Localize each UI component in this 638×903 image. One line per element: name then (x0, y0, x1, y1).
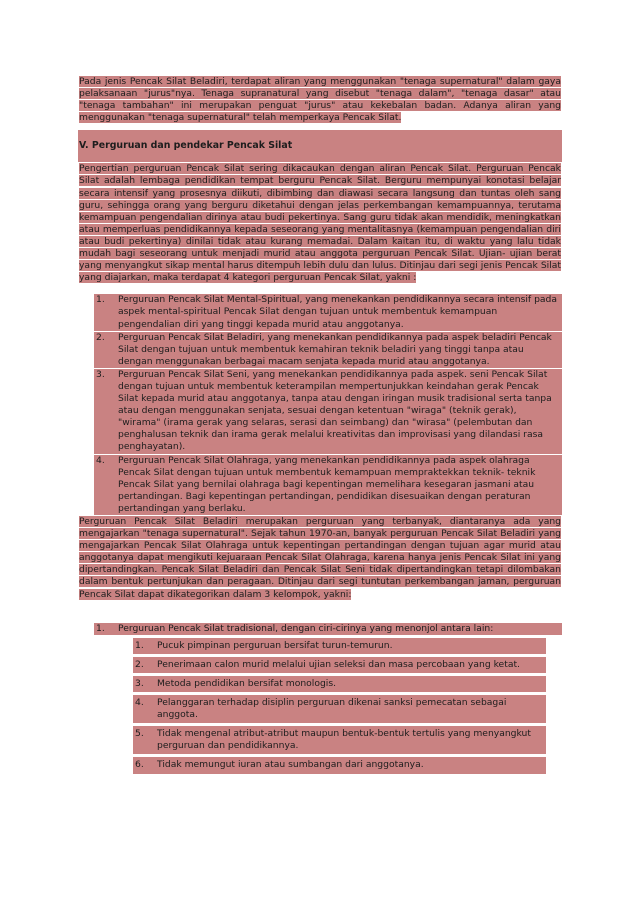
list-number: 4. (96, 454, 105, 466)
list-item (133, 726, 546, 754)
list-text: Penerimaan calon murid melalui ujian seleksi dan masa percobaan yang ketat. (157, 658, 520, 670)
section-heading: V. Perguruan dan pendekar Pencak Silat (79, 140, 293, 152)
list-text: Perguruan Pencak Silat Beladiri, yang menekankan pendidikannya pada aspek beladiri Pencak Silat dengan tujuan untuk membentuk kemahiran teknik beladiri yang tinggi tanpa atau dengan menggunakan berbagai macam senjata kepada murid atau anggotanya. (118, 331, 552, 367)
list-number: 3. (135, 677, 144, 689)
list-text: Tidak memungut iuran atau sumbangan dari anggotanya. (157, 759, 424, 771)
list-item (94, 369, 562, 454)
list-number: 1. (135, 639, 144, 651)
section-paragraph (78, 163, 562, 284)
list-number: 2. (96, 331, 105, 343)
document-page (78, 76, 562, 777)
list-text: Perguruan Pencak Silat Seni, yang menekankan pendidikannya pada aspek. seni Pencak Silat dengan tujuan untuk membentuk keterampilan mempertunjukkan keindahan gerak Pencak Silat kepada murid atau anggotanya, tanpa atau dengan iringan musik tradisional serta tanpa atau dengan menggunakan senjata, sesuai dengan ketentuan "wiraga" (teknik gerak), "wirama" (irama gerak yang selaras, serasi dan seimbang) dan "wirasa" (pelembutan dan penghalusan teknik dan irama gerak melalui kreativitas dan improvisasi yang dilandasi rasa penghayatan). (118, 368, 552, 453)
group-list (94, 623, 562, 635)
list-number: 5. (135, 728, 144, 740)
section-text: Pengertian perguruan Pencak Silat sering dikacaukan dengan aliran Pencak Silat. Perguruan Pencak Silat adalah lembaga pendidikan tempat berguru Pencak Silat. Berguru mempunyai konotasi belajar secara intensif yang prosesnya diikuti, dibimbing dan diawasi secara langsung dan tuntas oleh sang guru, sehingga orang yang berguru diketahui dengan jelas perkembangan kemampuannya, terutama kemampuan pengendalian dirinya atau budi pekertinya. Sang guru tidak akan mendidik, meningkatkan atau memperluas pendidikannya kepada seseorang yang mentalitasnya (kemampuan pengendalian diri atau budi pekertinya) dinilai tidak atau kurang memadai. Dalam kaitan itu, di waktu yang lalu tidak mudah bagi seseorang untuk menjadi murid atau anggota perguruan Pencak Silat. Ujian- ujian berat yang menyangkut sikap mental harus ditempuh lebih dulu dan lulus. Ditinjau dari segi jenis Pencak Silat yang diajarkan, maka terdapat 4 kategori perguruan Pencak Silat, yakni : (79, 163, 561, 284)
list-text: Perguruan Pencak Silat tradisional, dengan ciri-cirinya yang menonjol antara lain: (118, 622, 494, 634)
list-item (133, 638, 546, 654)
list-text: Tidak mengenal atribut-atribut maupun bentuk-bentuk tertulis yang menyangkut perguruan dan pendidikannya. (157, 728, 531, 752)
list-item (94, 623, 562, 635)
category-list (94, 294, 562, 515)
intro-text: Pada jenis Pencak Silat Beladiri, terdapat aliran yang menggunakan "tenaga supernatural" dalam gaya pelaksanaan "jurus"nya. Tenaga supranatural yang disebut "tenaga dalam", "tenaga dasar" atau "tenaga tambahan" ini merupakan penguat "jurus" atau kekebalan badan. Adanya aliran yang menggunakan "tenaga supernatural" telah memperkaya Pencak Silat. (79, 76, 561, 124)
list-number: 4. (135, 697, 144, 709)
list-item (133, 657, 546, 673)
list-text: Perguruan Pencak Silat Olahraga, yang menekankan pendidikannya pada aspek olahraga Pencak Silat dengan tujuan untuk membentuk kemampuan mempraktekkan teknik- teknik Pencak Silat yang bernilai olahraga bagi kepentingan memelihara kesegaran jasmani atau pertandingan. Bagi kepentingan pertandingan, pendidikan disesuaikan dengan peraturan pertandingan yang berlaku. (118, 454, 536, 514)
list-item (94, 332, 562, 368)
list-number: 1. (96, 622, 105, 634)
list-number: 6. (135, 759, 144, 771)
intro-paragraph (78, 76, 562, 124)
list-item (133, 757, 546, 773)
history-paragraph (78, 516, 562, 601)
list-item (94, 294, 562, 330)
list-text: Metoda pendidikan bersifat monologis. (157, 677, 337, 689)
list-text: Pucuk pimpinan perguruan bersifat turun-temurun. (157, 639, 393, 651)
list-number: 2. (135, 658, 144, 670)
list-text: Pelanggaran terhadap disiplin perguruan dikenai sanksi pemecatan sebagai anggota. (157, 697, 507, 721)
list-item (94, 455, 562, 515)
history-text: Perguruan Pencak Silat Beladiri merupakan perguruan yang terbanyak, diantaranya ada yang mengajarkan "tenaga supernatural". Sejak tahun 1970-an, banyak perguruan Pencak Silat Beladiri yang mengajarkan Pencak Silat Olahraga untuk kepentingan pertandingan dengan tujuan agar murid atau anggotanya dapat mengikuti kejuaraan Pencak Silat Olahraga, karena hanya jenis Pencak Silat ini yang dipertandingkan. Pencak Silat Beladiri dan Pencak Silat Seni tidak dipertandingkan tetapi dilombakan dalam bentuk pertunjukan dan peragaan. Ditinjau dari segi tuntutan perkembangan jaman, perguruan Pencak Silat dapat dikategorikan dalam 3 kelompok, yakni: (79, 516, 561, 600)
list-number: 1. (96, 294, 105, 306)
section-heading-block (78, 130, 562, 162)
list-text: Perguruan Pencak Silat Mental-Spiritual, yang menekankan pendidikannya secara intensif pada aspek mental-spiritual Pencak Silat dengan tujuan untuk membentuk kemampuan pengendalian diri yang tinggi kepada murid atau anggotanya. (118, 294, 557, 330)
list-number: 3. (96, 368, 105, 380)
list-item (133, 695, 546, 723)
trait-list (133, 638, 546, 774)
list-item (133, 676, 546, 692)
